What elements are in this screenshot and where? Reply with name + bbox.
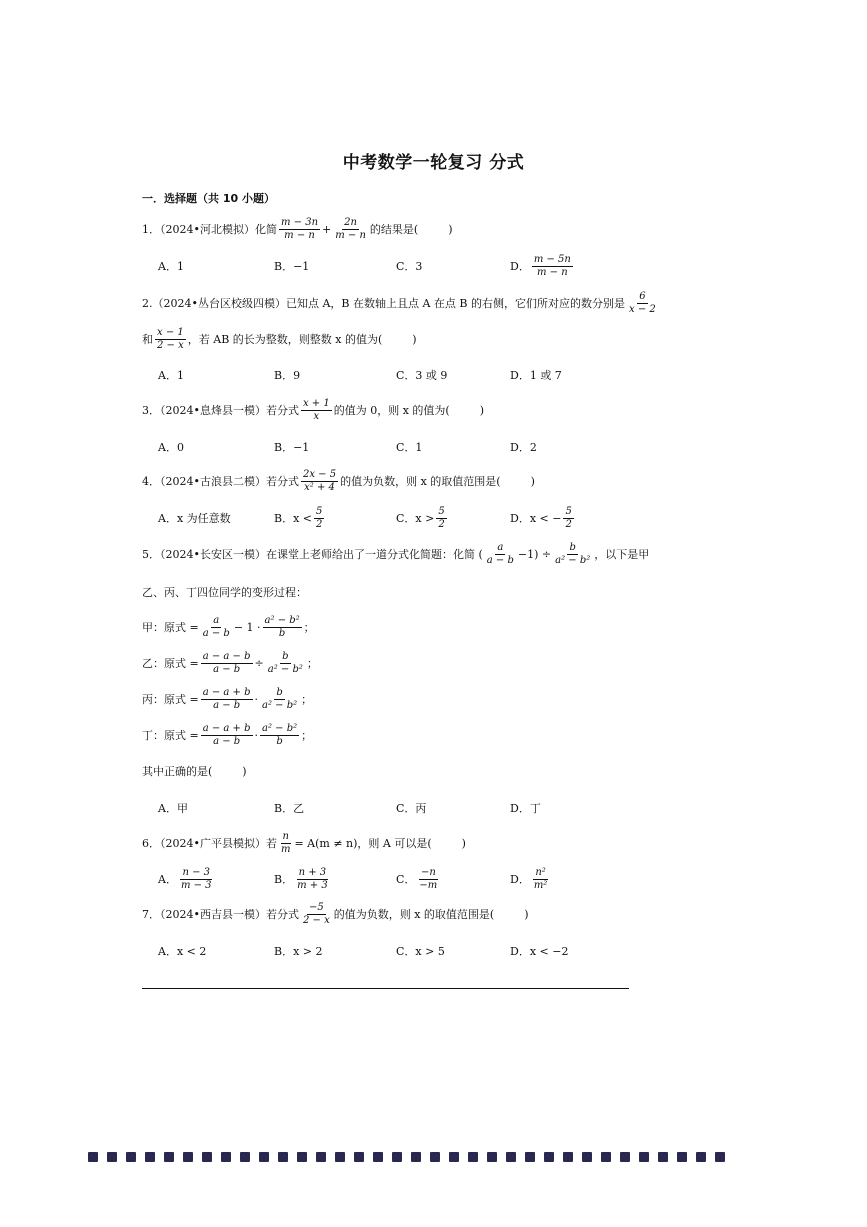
q3-option-b[interactable]: B．−1 xyxy=(274,441,310,454)
q7-fraction: $\frac{-5}{2 - x}$ xyxy=(302,902,330,926)
q5-student-yi: 乙：原式 = $\frac{a - a - b}{a - b}$ ÷ $\frac{b}{\text{a² − b²}}$ ； xyxy=(142,651,318,675)
question-2: 2.（2024•丛台区校级四模）已知点 A，B 在数轴上且点 A 在点 B 的右侧，它们所对应的数分别是 $\frac{6}{x - 2}$ xyxy=(142,291,656,315)
q3-option-a[interactable]: A．0 xyxy=(158,441,184,454)
q2-option-d[interactable]: D．1 或 7 xyxy=(510,369,562,382)
q5-option-c[interactable]: C．丙 xyxy=(396,802,427,815)
q2-option-c[interactable]: C．3 或 9 xyxy=(396,369,448,382)
q6-option-c[interactable]: C． $\frac{-n}{-m}$ xyxy=(396,867,438,891)
question-4: 4．（2024•古浪县二模）若分式 $\frac{2x - 5}{\text{x² + 4}}$ 的值为负数，则 x 的取值范围是( ) xyxy=(142,469,535,493)
question-1: 1．（2024•河北模拟）化简 $\frac{m - 3n}{m - n}$ + $\frac{2n}{m - n}$ 的结果是( ) xyxy=(142,217,453,241)
decorative-border xyxy=(88,1152,725,1162)
q5-student-jia: 甲：原式 = $\frac{a}{a - b}$ − 1 · $\frac{\text{a² − b²}}{b}$ ； xyxy=(142,615,315,639)
q1-option-b[interactable]: B．−1 xyxy=(274,260,310,273)
q5-ask: 其中正确的是( ) xyxy=(142,764,247,778)
q1-option-d-fraction: $\frac{m - 5n}{m - n}$ xyxy=(533,254,571,278)
question-5-line-2: 乙、丙、丁四位同学的变形过程： xyxy=(142,586,307,599)
q5-option-b[interactable]: B．乙 xyxy=(274,802,305,815)
q2-fraction-1: $\frac{6}{x - 2}$ xyxy=(629,291,656,315)
q5-option-a[interactable]: A．甲 xyxy=(158,802,188,815)
question-2-line-2: 和 $\frac{x - 1}{2 - x}$ ，若 AB 的长为整数，则整数 x 的值为( ) xyxy=(142,327,417,351)
q6-option-a[interactable]: A． $\frac{n - 3}{m - 3}$ xyxy=(158,867,212,891)
page-title: 中考数学一轮复习 分式 xyxy=(342,153,525,173)
q2-option-b[interactable]: B．9 xyxy=(274,369,301,382)
question-7: 7．（2024•西吉县一模）若分式 $\frac{-5}{2 - x}$ 的值为负数，则 x 的取值范围是( ) xyxy=(142,902,529,926)
footnote-divider xyxy=(142,988,629,989)
q6-option-d[interactable]: D． $\frac{\text{n²}}{\text{m²}}$ xyxy=(510,867,548,891)
q1-option-a[interactable]: A．1 xyxy=(158,260,184,273)
q5-student-bing: 丙：原式 = $\frac{a - a + b}{a - b}$ · $\frac{b}{\text{a² − b²}}$ ； xyxy=(142,687,313,711)
q1-option-d[interactable]: D． $\frac{m - 5n}{m - n}$ xyxy=(510,254,571,278)
q5-student-ding: 丁：原式 = $\frac{a - a + b}{a - b}$ · $\frac{\text{a² − b²}}{b}$ ； xyxy=(142,723,313,747)
q4-option-a[interactable]: A．x 为任意数 xyxy=(158,512,231,525)
question-3: 3．（2024•息烽县一模）若分式 $\frac{x + 1}{x}$ 的值为 0，则 x 的值为( ) xyxy=(142,398,485,422)
q1-fraction-2: $\frac{2n}{m - n}$ xyxy=(335,217,366,241)
q3-option-c[interactable]: C．1 xyxy=(396,441,423,454)
q5-option-d[interactable]: D．丁 xyxy=(510,802,541,815)
q2-option-a[interactable]: A．1 xyxy=(158,369,184,382)
q5-fraction-2: $\frac{b}{\text{a² − b²}}$ xyxy=(555,542,591,566)
q6-fraction: $\frac{n}{m}$ xyxy=(280,831,291,855)
q7-option-c[interactable]: C．x > 5 xyxy=(396,945,445,958)
q1-option-c[interactable]: C．3 xyxy=(396,260,423,273)
question-6: 6．（2024•广平县模拟）若 $\frac{n}{m}$ = A(m ≠ n)，则 A 可以是( ) xyxy=(142,831,466,855)
q4-option-b[interactable]: B．x < $\frac{5}{2}$ xyxy=(274,506,323,530)
q1-fraction-1: $\frac{m - 3n}{m - n}$ xyxy=(280,217,319,241)
q4-option-c[interactable]: C．x > $\frac{5}{2}$ xyxy=(396,506,445,530)
q7-option-a[interactable]: A．x < 2 xyxy=(158,945,207,958)
question-5: 5．（2024•长安区一模）在课堂上老师给出了一道分式化简题：化简 ( $\frac{a}{a - b}$ −1) ÷ $\frac{b}{\text{a² − b²}}$ ，以下是甲 xyxy=(142,542,650,566)
q7-option-b[interactable]: B．x > 2 xyxy=(274,945,323,958)
section-heading: 一．选择题（共 10 小题） xyxy=(142,192,275,205)
q3-option-d[interactable]: D．2 xyxy=(510,441,537,454)
q5-fraction-1: $\frac{a}{a - b}$ xyxy=(486,542,514,566)
q4-fraction: $\frac{2x - 5}{\text{x² + 4}}$ xyxy=(302,469,337,493)
q1-stem: 1．（2024•河北模拟）化简 xyxy=(142,223,277,236)
q7-option-d[interactable]: D．x < −2 xyxy=(510,945,569,958)
q4-option-d[interactable]: D．x < − $\frac{5}{2}$ xyxy=(510,506,572,530)
q6-option-b[interactable]: B． $\frac{n + 3}{m + 3}$ xyxy=(274,867,328,891)
q3-fraction: $\frac{x + 1}{x}$ xyxy=(302,398,330,422)
q2-fraction-2: $\frac{x - 1}{2 - x}$ xyxy=(157,327,184,351)
